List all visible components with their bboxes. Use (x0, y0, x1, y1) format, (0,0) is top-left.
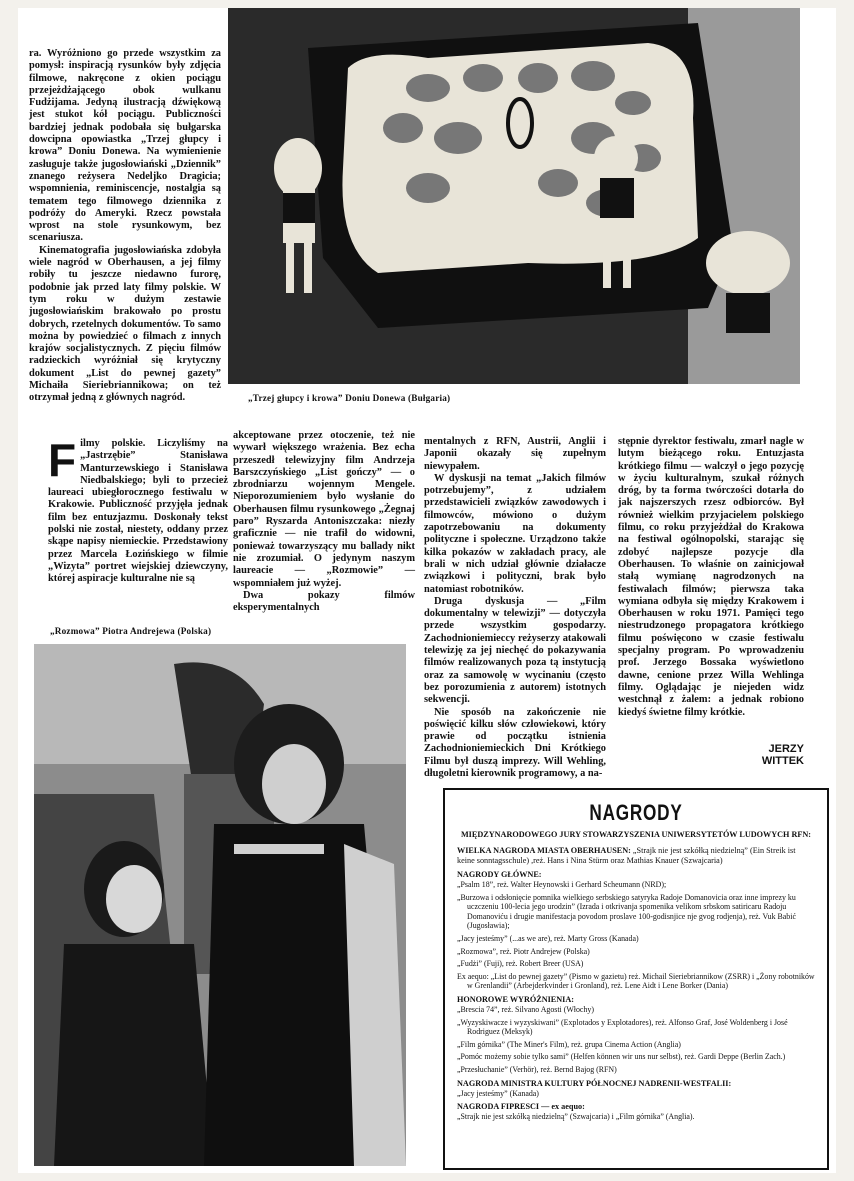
awards-box (443, 788, 829, 1170)
paragraph: ra. Wyróżniono go przede wszystkim za pomysł: inspiracją rysunków były zdjęcia filmowe, nakręcone z okien pociągu przejeżdżającego obok wulkanu Fudżijama. Jedyną ilustracją dźwiękową jest stukot kół pociągu. Publiczności bardziej jednak podobała się bułgarska dowcipna opowiastka „Trzej głupcy i krowa” Doniu Donewa. Na wymienienie zasługuje także jugosłowiański „Dziennik” znanego reżysera Nedeljko Dragicia; wspomnienia, reminiscencje, nostalgia są tematem tego filmowego dziennika z podróży do Ameryki. Rzecz powstała wprost na stole rysunkowym, bez scenariusza. (29, 48, 221, 244)
award-section-label: NAGRODY GŁÓWNE: (457, 870, 542, 879)
photo-caption-middle: „Rozmowa” Piotra Andrejewa (Polska) (50, 626, 212, 636)
award-item: „Strajk nie jest szkółką niedzielną” (Szwajcaria) i „Film górnika” (Anglia). (457, 1112, 695, 1122)
film-still-photo (34, 644, 406, 1166)
paragraph: Druga dyskusja — „Film dokumentalny w telewizji” — dotyczyła przede wszystkim gospodarzy. Zachodnioniemieccy reżyserzy atakowali telewizję za jej niechęć do pokazywania filmów realizowanych poza tą instytucją oraz za samowolę w wycinaniu (często bez porozumienia z autorem) istotnych sekwencji. (424, 595, 606, 706)
article-column-2 (233, 430, 415, 614)
award-item: „Film górnika” (The Miner's Film), reż. grupa Cinema Action (Anglia) (457, 1039, 681, 1049)
drop-cap: F (48, 434, 77, 486)
award-item: „Pomóc możemy sobie tylko sami” (Helfen können wir uns nur selbst), reż. Gardi Deppe (Berlin Zach.) (457, 1052, 786, 1062)
paragraph: Dwa pokazy filmów eksperymentalnych (233, 589, 415, 614)
cartoon-still-photo (228, 8, 800, 384)
author-last-name: WITTEK (761, 755, 804, 767)
award-section-label: NAGRODA MINISTRA KULTURY PÓŁNOCNEJ NADRENII-WESTFALII: (457, 1078, 732, 1088)
award-item: „Przesłuchanie” (Verhör), reż. Bernd Bajog (RFN) (457, 1064, 617, 1074)
paragraph: W dyskusji na temat „Jakich filmów potrzebujemy”, z udziałem przedstawicieli związków zawodowych i filmowców, mówiono o dużym zapotrzebowaniu na dokumenty polityczne i społeczne. Urządzono także kilka pokazów w zakładach pracy, ale brali w nich udział głównie działacze związkowi i polityczni, brak było natomiast robotników. (424, 472, 606, 595)
award-item: Ex aequo: „List do pewnej gazety” (Pismo w gazietu) reż. Michail Sieriebriannikow (ZSRR) i „Żony robotników w Grenlandii” (Arbejderkvinder i Gronland), reż. Lene Aidt i Lene Borker (Dania) (457, 971, 815, 991)
award-section-label: WIELKA NAGRODA MIASTA OBERHAUSEN: (457, 846, 631, 855)
article-column-1 (48, 434, 228, 586)
awards-title: NAGRODY (589, 800, 683, 825)
award-text: „Strajk nie jest szkółką niedzielną” (Ein Streik ist keine sonntagsschule) ,reż. Hans i Nina Stürm oraz Mathias Knauer (Szwajcaria) (457, 846, 796, 865)
award-item: „Brescia 74”, reż. Silvano Agosti (Włochy) (457, 1004, 594, 1014)
award-section (457, 846, 815, 866)
award-item: „Psalm 18”, reż. Walter Heynowski i Gerhard Scheumann (NRD); (457, 880, 667, 889)
awards-subtitle: MIĘDZYNARODOWEGO JURY STOWARZYSZENIA UNIWERSYTETÓW LUDOWYCH RFN: (460, 830, 812, 839)
paragraph: Nie sposób na zakończenie nie poświęcić kilku słów człowiekowi, który prawie od początku istnienia Zachodnioniemieckich Dni Krótkiego Filmu był duszą imprezy. Will Wehling, długoletni kierownik programowy, a na- (424, 706, 606, 780)
award-section-label: HONOROWE WYRÓŻNIENIA: (457, 994, 574, 1004)
paragraph: mentalnych z RFN, Austrii, Anglii i Japonii okazały się zupełnym niewypałem. (424, 436, 606, 472)
paragraph (48, 434, 228, 586)
award-section-label: NAGRODA FIPRESCI — ex aequo: (457, 1102, 585, 1112)
paragraph-text: ilmy polskie. Liczyliśmy na „Jastrzębie” Stanisława Manturzewskiego i Stanisława Niedbalskiego; byli to przecież laureaci ubiegłorocznego festiwalu w Krakowie. Publiczność przyjęła jednak film bez entuzjazmu. Doskonały tekst polski nie został, niestety, oddany przez skąpe napisy niemieckie. Przedstawiony przez Marcela Łozińskiego w filmie „Wizyta” portret wiejskiej dziewczyny, której aspiracje kulturalne nie są (48, 438, 228, 585)
paragraph: akceptowane przez otoczenie, też nie wywarł większego wrażenia. Bez echa przeszedł telewizyjny film Andrzeja Barszczyńskiego „List gończy” — o zbrodniarzu wojennym Mengele. Nieporozumieniem było wysłanie do Oberhausen filmu rysunkowego „Żegnaj paro” Ryszarda Antoniszczaka: niezły graficznie — nie trafił do widowni, ponieważ towarzyszący mu ballady nikt nie zrozumiał. O jedynym naszym laureacie — „Rozmowie” — wspomniałem już wyżej. (233, 430, 415, 589)
author-first-name: JERZY (768, 743, 804, 755)
award-item: „Jacy jesteśmy” (...as we are), reż. Marty Gross (Kanada) (457, 933, 639, 943)
article-column-4 (618, 436, 804, 719)
award-item: „Jacy jesteśmy” (Kanada) (457, 1088, 539, 1098)
award-item: „Wyzyskiwacze i wyzyskiwani” (Explotados y Explotadores), reż. Alfonso Graf, José Woldenberg i José Rodriguez (Meksyk) (457, 1017, 788, 1037)
article-column-top-left (29, 48, 221, 405)
paragraph: Kinematografia jugosłowiańska zdobyła wiele nagród w Oberhausen, a jej filmy robiły tu jeszcze niedawno furorę, podobnie jak przed laty filmy polskie. W tym roku w dużym zestawie jugosłowiańskim brakowało po prostu dobrych, rzetelnych dokumentów. To samo można by powiedzieć o filmach z innych krajów socjalistycznych. Z pięciu filmów radzieckich wyróżniał się krytyczny dokument „List do pewnej gazety” Michaiła Sieriebriannikowa; on też otrzymał jedną z głównych nagród. (29, 244, 221, 404)
paragraph: stępnie dyrektor festiwalu, zmarł nagle w lutym bieżącego roku. Entuzjasta krótkiego filmu — walczył o jego pozycję w życiu kulturalnym, szukał różnych dróg, by ta forma twórczości dotarła do jak najszerszych rzesz odbiorców. Był również wielkim przyjacielem polskiego filmu, co roku przyjeżdżał do Krakowa na festiwal ogólnopolski, starając się zdobyć najlepsze pozycje dla Oberhausen. To właśnie on zainicjował stałą wymianę nagrodzonych na festiwalach filmów; pierwsza taka wymiana odbyła się między Krakowem i Oberhausen w roku 1971. Pamięci tego niestrudzonego propagatora krótkiego filmu poświęcono w czasie festiwalu specjalny program. Po wprowadzeniu prof. Jerzego Bossaka wyświetlono dawne, cenione przez Willa Wehlinga filmy. Oglądając je niejeden widz westchnął z żalem: a jednak robiono kiedyś świetne filmy krótkie. (618, 436, 804, 718)
author-signature (718, 743, 804, 767)
article-column-3 (424, 436, 606, 780)
award-item: „Fudżi” (Fuji), reż. Robert Breer (USA) (457, 959, 584, 969)
magazine-page (18, 8, 836, 1173)
award-item: „Burzowa i odsłonięcie pomnika wielkiego serbskiego satyryka Radoje Domanovicia oraz inne imprezy ku uczczeniu 100-lecia jego urodzin” (Izrada i otkrivanja spomenika velikom srbskom satiricaru Radoju Domanoviću i drugie manifestacja povodom proslave 100-godisnjice nje gvog rodjenja), reż. Vuk Babić (Jugosławia); (457, 892, 796, 931)
photo-caption-top: „Trzej głupcy i krowa” Doniu Donewa (Bułgaria) (248, 393, 451, 403)
award-item: „Rozmowa”, reż. Piotr Andrejew (Polska) (457, 946, 590, 956)
